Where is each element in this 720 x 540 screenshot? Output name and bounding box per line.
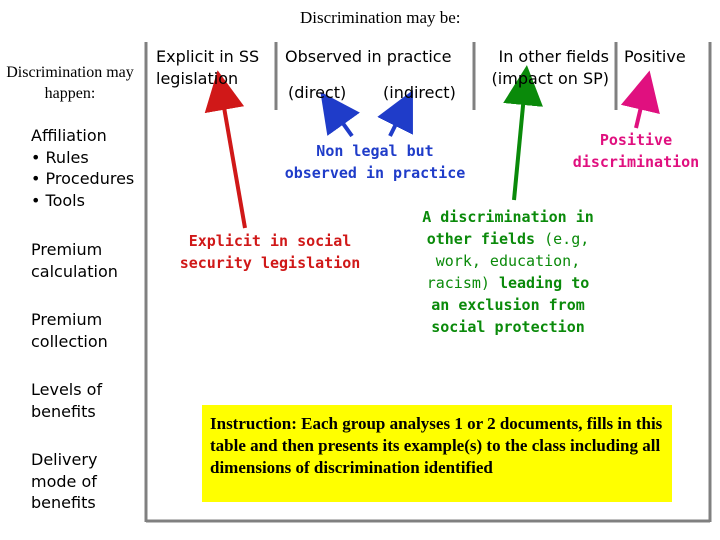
row-label-affiliation: Affiliation • Rules • Procedures • Tools (31, 126, 135, 210)
callout-other-fields-suffix: leading to an exclusion from social protection (431, 274, 590, 336)
arrow-positive (636, 90, 645, 128)
callout-positive: Positive discrimination (572, 131, 700, 171)
instruction-text: Instruction: Each group analyses 1 or 2 documents, fills in this table and then presents its example(s) to the class including all dimensions of discrimination identified (210, 414, 663, 477)
arrow-direct (332, 108, 352, 136)
callout-explicit: Explicit in social security legislation (179, 232, 361, 272)
col-header-observed: Observed in practice (285, 47, 452, 66)
row-label-premium-calculation: Premium calculation (31, 240, 118, 281)
callout-other-fields-example: (e.g, work, education, racism) (426, 230, 590, 292)
arrow-indirect (390, 108, 404, 136)
arrow-other-fields (514, 85, 525, 200)
diagram-title: Discrimination may be: (300, 8, 461, 27)
row-label-delivery-mode: Delivery mode of benefits (31, 450, 98, 512)
callout-non-legal: Non legal but observed in practice (284, 142, 466, 182)
col-header-other-fields: In other fields (impact on SP) (491, 47, 609, 88)
row-label-levels-of-benefits: Levels of benefits (31, 380, 103, 421)
col-header-explicit: Explicit in SS legislation (156, 47, 260, 88)
callout-other-fields-prefix: A discrimination in other fields (422, 208, 594, 248)
row-header: Discrimination may happen: (6, 64, 134, 102)
col-header-direct: (direct) (288, 83, 347, 102)
row-label-premium-collection: Premium collection (31, 310, 108, 351)
col-header-indirect: (indirect) (383, 83, 456, 102)
callout-other-fields (388, 206, 628, 338)
col-header-positive: Positive (624, 47, 686, 66)
instruction-box (202, 405, 672, 502)
arrow-explicit (221, 90, 245, 228)
